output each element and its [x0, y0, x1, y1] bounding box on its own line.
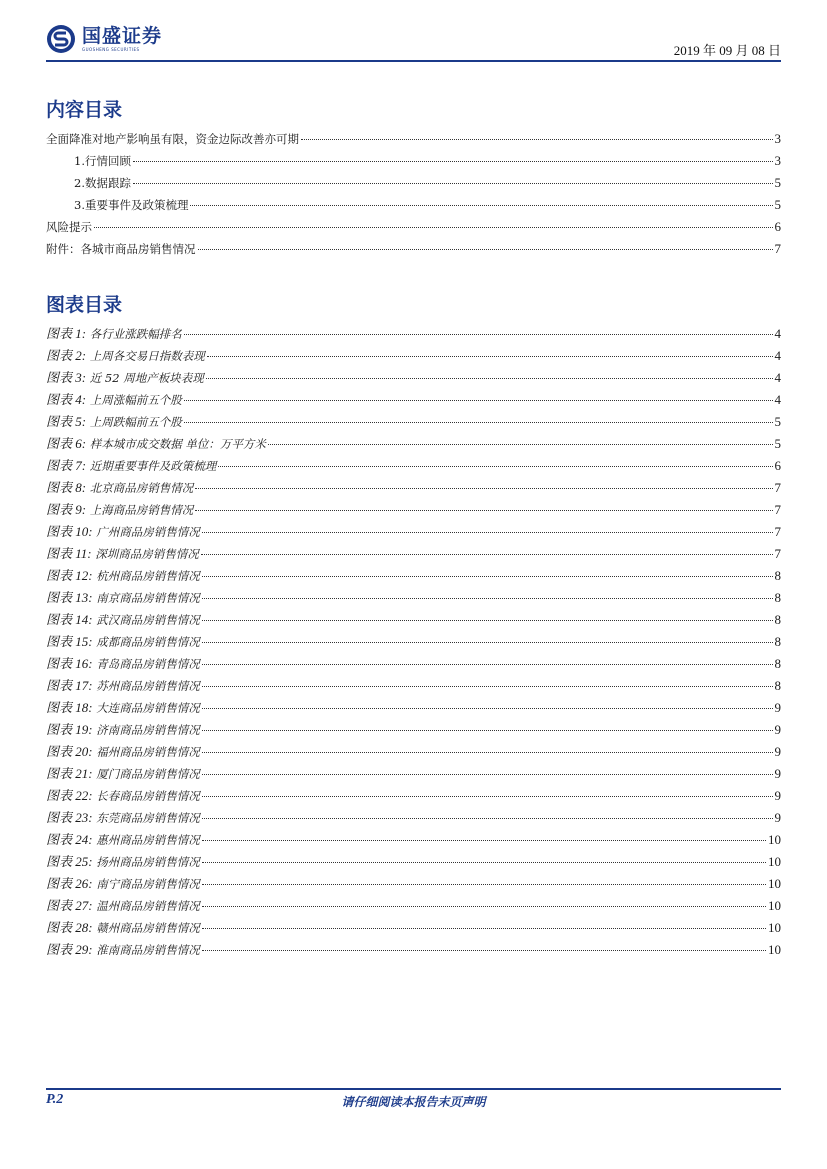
toc-item-label: 2.数据跟踪 — [74, 176, 131, 190]
page-number: 8 — [774, 568, 781, 583]
leader-dots — [202, 672, 773, 687]
page-number: 9 — [774, 722, 781, 737]
figure-caption: 上周涨幅前五个股 — [89, 393, 182, 407]
figure-caption: 淮南商品房销售情况 — [96, 943, 200, 957]
page-number: 10 — [768, 854, 781, 869]
leader-dots — [195, 474, 772, 489]
leader-dots — [202, 826, 766, 841]
figure-caption: 杭州商品房销售情况 — [96, 569, 200, 583]
figure-item-label — [46, 763, 200, 785]
figure-item-label — [46, 653, 200, 675]
leader-dots — [202, 936, 766, 951]
leader-dots — [207, 342, 773, 357]
figure-number: 图表 25: — [46, 854, 93, 869]
leader-dots — [202, 804, 773, 819]
page-number: 5 — [774, 175, 781, 190]
toc-item-label: 3.重要事件及政策梳理 — [74, 198, 189, 212]
figure-item-label — [46, 499, 193, 521]
page-number: 5 — [774, 197, 781, 212]
figure-caption: 南宁商品房销售情况 — [96, 877, 200, 891]
figure-item-label — [46, 829, 200, 851]
figure-caption: 上海商品房销售情况 — [89, 503, 194, 517]
leader-dots — [218, 452, 772, 467]
leader-dots — [268, 430, 773, 445]
figure-number: 图表 29: — [46, 942, 93, 957]
leader-dots — [94, 213, 773, 228]
figure-number: 图表 14: — [46, 612, 93, 627]
figure-caption: 近 52 周地产板块表现 — [89, 371, 204, 385]
page-number: 6 — [774, 458, 781, 473]
leader-dots — [201, 540, 773, 555]
page-number: 7 — [774, 480, 781, 495]
leader-dots — [195, 496, 772, 511]
figure-caption: 上周各交易日指数表现 — [89, 349, 205, 363]
page-number: 10 — [768, 942, 781, 957]
page-number: 8 — [774, 634, 781, 649]
leader-dots — [206, 364, 773, 379]
page-number: 4 — [774, 326, 781, 341]
figure-item-label — [46, 675, 200, 697]
figure-item-label — [46, 323, 182, 345]
figures-title: 图表目录 — [46, 294, 123, 316]
toc-title: 内容目录 — [46, 99, 123, 121]
page-number: 8 — [774, 678, 781, 693]
figure-number: 图表 11: — [46, 546, 92, 561]
leader-dots — [202, 628, 773, 643]
figures-list — [46, 323, 781, 961]
figure-item-label — [46, 455, 216, 477]
figure-item-label — [46, 345, 205, 367]
page-number: 8 — [774, 590, 781, 605]
page-number: 5 — [774, 414, 781, 429]
toc-entry[interactable] — [46, 238, 781, 260]
figure-number: 图表 6: — [46, 436, 87, 451]
figure-item-label — [46, 807, 200, 829]
figure-number: 图表 19: — [46, 722, 93, 737]
page-number: 10 — [768, 876, 781, 891]
leader-dots — [133, 147, 773, 162]
figure-number: 图表 12: — [46, 568, 93, 583]
page-number: 9 — [774, 700, 781, 715]
figure-item-label — [46, 543, 199, 565]
leader-dots — [198, 235, 773, 250]
figure-number: 图表 2: — [46, 348, 87, 363]
leader-dots — [202, 716, 773, 731]
figure-caption: 东莞商品房销售情况 — [96, 811, 200, 825]
figure-number: 图表 23: — [46, 810, 93, 825]
toc-item-label: 全面降准对地产影响虽有限，资金边际改善亦可期 — [46, 132, 299, 146]
leader-dots — [190, 191, 772, 206]
figure-caption: 近期重要事件及政策梳理 — [89, 459, 217, 473]
toc-item-label: 1.行情回顾 — [74, 154, 131, 168]
figure-number: 图表 26: — [46, 876, 93, 891]
figure-number: 图表 27: — [46, 898, 93, 913]
figure-item-label — [46, 939, 200, 961]
page-number: 7 — [774, 524, 781, 539]
leader-dots — [202, 562, 773, 577]
page-header — [46, 22, 781, 62]
figure-number: 图表 3: — [46, 370, 87, 385]
figure-caption: 扬州商品房销售情况 — [96, 855, 200, 869]
page-number: 8 — [774, 656, 781, 671]
guosheng-logo-icon — [46, 24, 76, 54]
figure-item-label — [46, 411, 182, 433]
figure-number: 图表 20: — [46, 744, 93, 759]
figure-caption: 厦门商品房销售情况 — [96, 767, 200, 781]
page-number: 10 — [768, 898, 781, 913]
figure-item-label — [46, 367, 204, 389]
figure-caption: 福州商品房销售情况 — [96, 745, 200, 759]
company-logo — [46, 24, 162, 54]
figure-caption: 各行业涨跌幅排名 — [89, 327, 182, 341]
figure-caption: 青岛商品房销售情况 — [96, 657, 200, 671]
page-number: 3 — [774, 153, 781, 168]
page-number: 10 — [768, 920, 781, 935]
leader-dots — [202, 892, 766, 907]
page-number: 7 — [774, 546, 781, 561]
figure-item-label — [46, 917, 200, 939]
figure-number: 图表 5: — [46, 414, 87, 429]
figure-caption: 深圳商品房销售情况 — [95, 547, 199, 561]
figure-number: 图表 28: — [46, 920, 93, 935]
figure-number: 图表 1: — [46, 326, 87, 341]
logo-subtitle: GUOSHENG SECURITIES — [82, 47, 140, 52]
page-number: 4 — [774, 348, 781, 363]
figure-caption: 济南商品房销售情况 — [96, 723, 200, 737]
toc-item-label: 附件：各城市商品房销售情况 — [46, 242, 196, 256]
figure-number: 图表 10: — [46, 524, 93, 539]
leader-dots — [202, 584, 773, 599]
figure-caption: 温州商品房销售情况 — [96, 899, 200, 913]
logo-name: 国盛证券 — [82, 25, 163, 47]
figure-caption: 武汉商品房销售情况 — [96, 613, 200, 627]
page-number: 3 — [774, 131, 781, 146]
figure-item-label — [46, 697, 200, 719]
leader-dots — [301, 125, 773, 140]
page-number: 9 — [774, 810, 781, 825]
figure-caption: 大连商品房销售情况 — [96, 701, 200, 715]
figure-caption: 北京商品房销售情况 — [89, 481, 194, 495]
leader-dots — [202, 782, 773, 797]
figure-item-label — [46, 521, 200, 543]
figure-item-label — [46, 851, 200, 873]
figure-item-label — [46, 565, 200, 587]
figure-number: 图表 21: — [46, 766, 93, 781]
figure-number: 图表 13: — [46, 590, 93, 605]
figure-number: 图表 15: — [46, 634, 93, 649]
figure-caption: 惠州商品房销售情况 — [96, 833, 200, 847]
page-number: 6 — [774, 219, 781, 234]
figure-item-label — [46, 895, 200, 917]
figure-item-label — [46, 741, 200, 763]
figure-entry[interactable] — [46, 939, 781, 961]
page-number: 5 — [774, 436, 781, 451]
figure-caption: 样本城市成交数据 单位：万平方米 — [89, 437, 266, 451]
figure-item-label — [46, 631, 200, 653]
leader-dots — [202, 694, 773, 709]
figure-number: 图表 9: — [46, 502, 87, 517]
leader-dots — [184, 386, 773, 401]
figure-item-label — [46, 389, 182, 411]
figure-caption: 成都商品房销售情况 — [96, 635, 200, 649]
figure-number: 图表 17: — [46, 678, 93, 693]
page-number: 8 — [774, 612, 781, 627]
footer-disclaimer: 请仔细阅读本报告末页声明 — [341, 1095, 486, 1109]
leader-dots — [133, 169, 773, 184]
leader-dots — [202, 914, 766, 929]
figure-item-label — [46, 719, 200, 741]
leader-dots — [202, 606, 773, 621]
figure-caption: 长春商品房销售情况 — [96, 789, 200, 803]
figure-item-label — [46, 609, 200, 631]
page-number: 9 — [774, 788, 781, 803]
figure-number: 图表 8: — [46, 480, 87, 495]
leader-dots — [184, 408, 773, 423]
figure-caption: 广州商品房销售情况 — [96, 525, 200, 539]
footer-page-number: P.2 — [46, 1092, 64, 1107]
footer-rule — [46, 1088, 781, 1090]
page-number: 7 — [774, 502, 781, 517]
figure-caption: 上周跌幅前五个股 — [89, 415, 182, 429]
figure-number: 图表 18: — [46, 700, 93, 715]
figure-item-label — [46, 785, 200, 807]
page-number: 4 — [774, 392, 781, 407]
figure-number: 图表 24: — [46, 832, 93, 847]
toc-item-label: 风险提示 — [46, 220, 92, 234]
report-date: 2019 年 09 月 08 日 — [673, 43, 781, 58]
header-rule — [46, 60, 781, 62]
figure-number: 图表 7: — [46, 458, 87, 473]
figure-number: 图表 16: — [46, 656, 93, 671]
figure-caption: 苏州商品房销售情况 — [96, 679, 200, 693]
page-number: 9 — [774, 766, 781, 781]
leader-dots — [202, 650, 773, 665]
page-number: 4 — [774, 370, 781, 385]
figure-item-label — [46, 587, 200, 609]
figure-item-label — [46, 477, 193, 499]
leader-dots — [202, 760, 773, 775]
figure-item-label — [46, 873, 200, 895]
leader-dots — [202, 738, 773, 753]
leader-dots — [202, 518, 773, 533]
figure-number: 图表 22: — [46, 788, 93, 803]
leader-dots — [184, 320, 773, 335]
toc-list — [46, 128, 781, 260]
figure-caption: 赣州商品房销售情况 — [96, 921, 200, 935]
figure-caption: 南京商品房销售情况 — [96, 591, 200, 605]
leader-dots — [202, 848, 766, 863]
page-number: 9 — [774, 744, 781, 759]
page-number: 10 — [768, 832, 781, 847]
page-number: 7 — [774, 241, 781, 256]
figure-number: 图表 4: — [46, 392, 87, 407]
leader-dots — [202, 870, 766, 885]
